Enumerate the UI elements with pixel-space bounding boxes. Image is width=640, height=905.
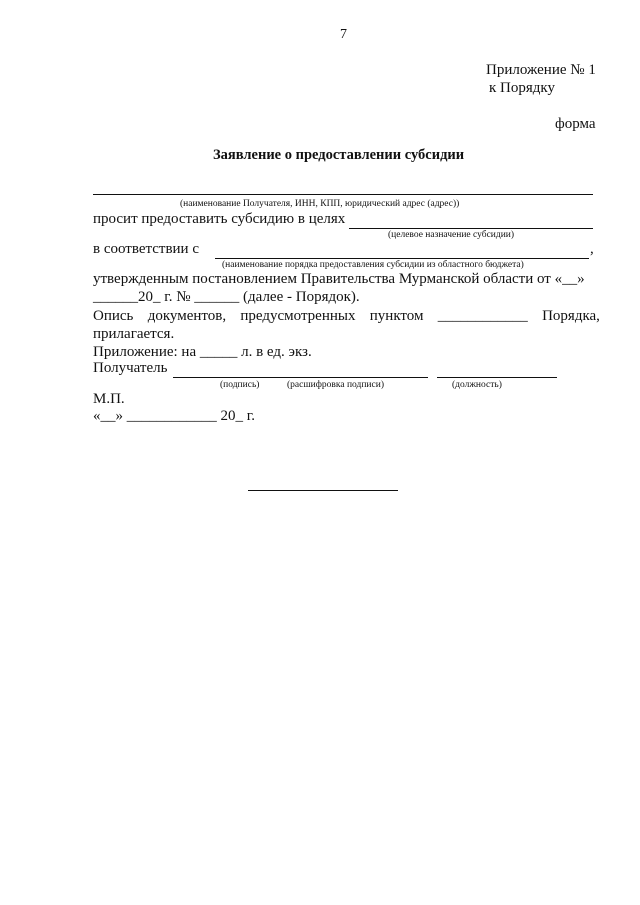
annex-reference: к Порядку	[489, 80, 555, 96]
asks-text: просит предоставить субсидию в целях	[93, 211, 346, 227]
inventory-word: пунктом	[369, 308, 424, 324]
decoding-caption: (расшифровка подписи)	[287, 380, 384, 390]
recipient-label: Получатель	[93, 360, 168, 376]
inventory-word: документов,	[147, 308, 227, 324]
stamp-label: М.П.	[93, 391, 125, 407]
form-label: форма	[555, 116, 596, 132]
closing-divider	[248, 490, 398, 491]
purpose-caption: (целевое назначение субсидии)	[388, 230, 515, 240]
document-title: Заявление о предоставлении субсидии	[213, 147, 465, 163]
signature-line	[173, 377, 428, 378]
annex-number: Приложение № 1	[486, 62, 596, 78]
approval-date-line: ______20_ г. № ______ (далее - Порядок).	[93, 289, 360, 305]
accordance-comma: ,	[590, 241, 594, 257]
bottom-date: «__» ____________ 20_ г.	[93, 408, 255, 424]
recipient-caption: (наименование Получателя, ИНН, КПП, юридический адрес (адрес))	[180, 199, 460, 209]
inventory-line	[93, 308, 600, 325]
procedure-caption: (наименование порядка предоставления субсидии из областного бюджета)	[222, 260, 524, 270]
position-caption: (должность)	[452, 380, 502, 390]
inventory-word: Опись	[93, 308, 134, 324]
attachment-text: Приложение: на _____ л. в ед. экз.	[93, 344, 312, 360]
inventory-line-2: прилагается.	[93, 326, 175, 342]
approved-text: утвержденным постановлением Правительства Мурманской области от «__»	[93, 271, 585, 287]
inventory-word: предусмотренных	[240, 308, 356, 324]
procedure-line	[215, 258, 589, 259]
inventory-word: Порядка,	[542, 308, 600, 324]
accordance-text: в соответствии с	[93, 241, 199, 257]
page-number: 7	[340, 27, 347, 42]
position-line	[437, 377, 557, 378]
signature-caption: (подпись)	[220, 380, 260, 390]
recipient-name-line	[93, 194, 593, 195]
inventory-word: ____________	[437, 308, 528, 324]
purpose-line	[349, 228, 593, 229]
